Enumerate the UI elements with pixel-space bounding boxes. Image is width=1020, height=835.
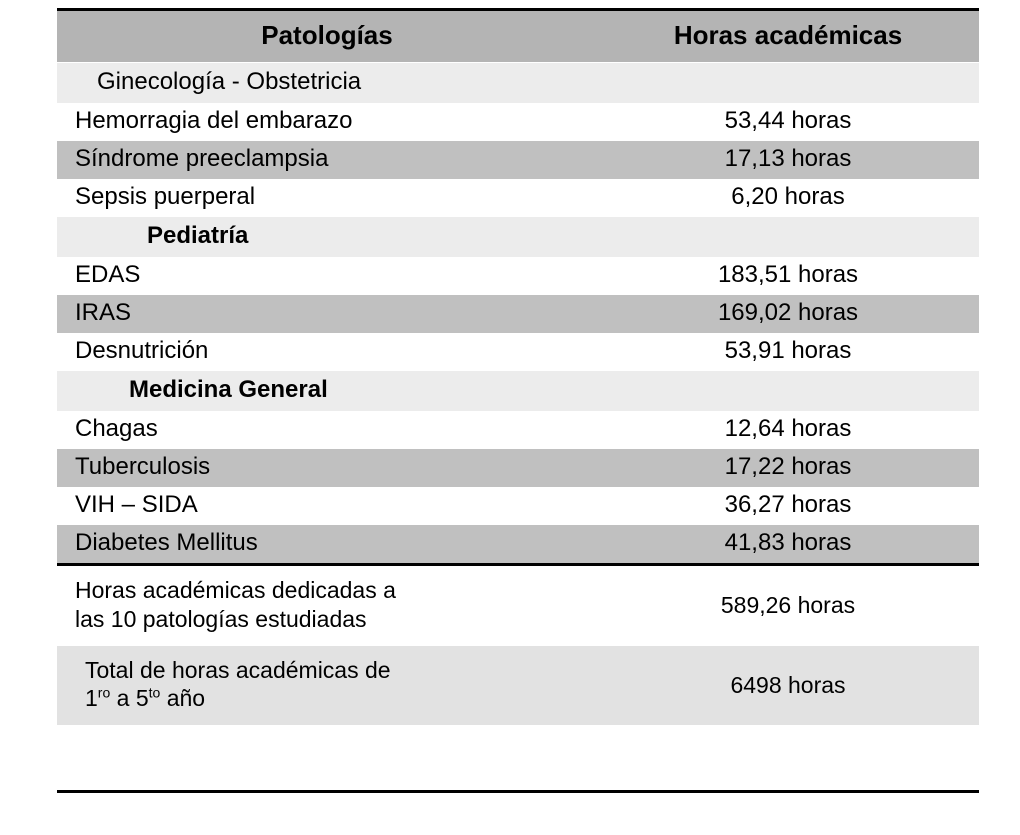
row-label: Síndrome preeclampsia [57, 141, 597, 179]
section-row-pediatria [57, 217, 979, 257]
column-header-hours: Horas académicas [597, 10, 979, 63]
row-value: 6,20 horas [597, 179, 979, 217]
table-row [57, 333, 979, 371]
table-row [57, 525, 979, 565]
row-label: IRAS [57, 295, 597, 333]
total-row-studied-hours [57, 565, 979, 646]
row-value: 36,27 horas [597, 487, 979, 525]
section-empty-cell [597, 63, 979, 104]
table-header-row [57, 10, 979, 63]
academic-hours-table [57, 8, 979, 725]
table-row [57, 411, 979, 449]
table-row [57, 449, 979, 487]
row-label: Desnutrición [57, 333, 597, 371]
section-title-pediatria: Pediatría [57, 217, 597, 257]
section-title-medicina-general: Medicina General [57, 371, 597, 411]
section-row-medicina-general [57, 371, 979, 411]
total-value-studied-hours: 589,26 horas [597, 565, 979, 646]
row-value: 183,51 horas [597, 257, 979, 295]
total-value-overall-hours: 6498 horas [597, 646, 979, 726]
row-value: 53,44 horas [597, 103, 979, 141]
table-row [57, 257, 979, 295]
row-value: 12,64 horas [597, 411, 979, 449]
row-value: 169,02 horas [597, 295, 979, 333]
total-row-overall-hours [57, 646, 979, 726]
total-label-studied-hours: Horas académicas dedicadas a las 10 patologías estudiadas [57, 565, 597, 646]
table-bottom-rule [57, 790, 979, 793]
row-label: Chagas [57, 411, 597, 449]
section-empty-cell [597, 217, 979, 257]
row-label: Hemorragia del embarazo [57, 103, 597, 141]
section-empty-cell [597, 371, 979, 411]
column-header-pathologies: Patologías [57, 10, 597, 63]
row-value: 17,13 horas [597, 141, 979, 179]
section-row-gineco [57, 63, 979, 104]
table-row [57, 103, 979, 141]
row-label: EDAS [57, 257, 597, 295]
row-value: 41,83 horas [597, 525, 979, 565]
row-value: 53,91 horas [597, 333, 979, 371]
section-title-gineco: Ginecología - Obstetricia [57, 63, 597, 104]
row-label: Tuberculosis [57, 449, 597, 487]
row-label: Sepsis puerperal [57, 179, 597, 217]
total-label-overall-hours: Total de horas académicas de $1^{ro}$ a $5^{to}$ año [57, 646, 597, 726]
row-label: VIH – SIDA [57, 487, 597, 525]
table-row [57, 179, 979, 217]
row-value: 17,22 horas [597, 449, 979, 487]
table-row [57, 295, 979, 333]
row-label: Diabetes Mellitus [57, 525, 597, 565]
table-row [57, 141, 979, 179]
table-row [57, 487, 979, 525]
